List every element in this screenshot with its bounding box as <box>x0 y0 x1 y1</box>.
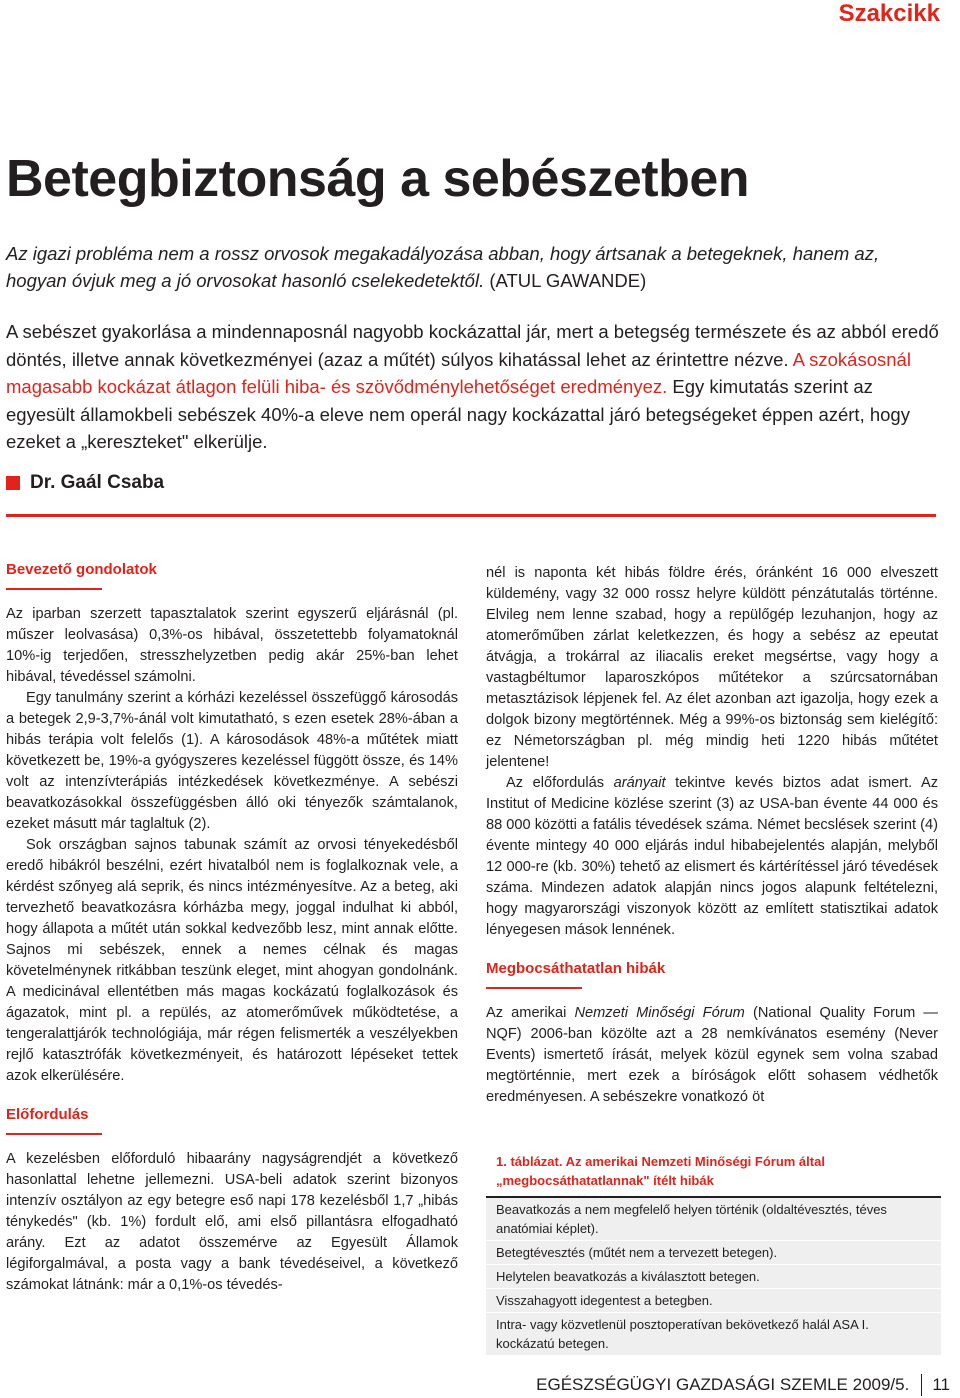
square-bullet-icon <box>6 476 20 490</box>
table-row: Beavatkozás a nem megfelelő helyen történik (oldaltévesztés, téves anatómiai képlet). <box>486 1196 941 1240</box>
journal-name: EGÉSZSÉGÜGYI GAZDASÁGI SZEMLE 2009/5. <box>536 1375 910 1394</box>
text: Az amerikai <box>486 1005 575 1021</box>
quote-text: Az igazi probléma nem a rossz orvosok megakadályozása abban, hogy ártsanak a betegeknek, hanem az, hogyan óvjuk meg a jó orvosokat hasonló cselekedetektől. <box>6 243 880 291</box>
lead-part-3: Egy kimutatás szerint az egyesült államokbeli sebészek 40%-a eleve nem operál nagy kockázattal járó betegségeket éppen azért, hogy ezeket a „kereszteket" elkerülje. <box>6 376 910 452</box>
column-right <box>486 563 938 1108</box>
paragraph: Az iparban szerzett tapasztalatok szerint egyszerű eljárásnál (pl. műszer leolvasása) 0,3%-os hibával, összetettebb folyamatoknál 10%-ig terjedően, stresszhelyzetben pedig akár 25%-ban lehet hibával, tévedéssel számolni. <box>6 606 458 685</box>
lead-part-1: A sebészet gyakorlása a mindennaposnál nagyobb kockázattal jár, mert a betegség természete és az abból eredő döntés, illetve annak következményei (azaz a műtét) súlyos kihatással lehet az érintettre nézve. <box>6 321 939 370</box>
lead-part-2: A szokásosnál magasabb kockázat átlagon felüli hiba- és szövődménylehetőséget eredményez. <box>6 348 911 397</box>
spacer <box>486 941 938 959</box>
author-name: Dr. Gaál Csaba <box>30 472 165 493</box>
header-divider <box>6 514 936 517</box>
epigraph-quote <box>6 240 936 294</box>
text: Az előfordulás <box>506 775 614 791</box>
text: tekintve kevés biztos adat ismert. Az Institut of Medicine közlése szerint (3) az USA-ban évente 44 000 és 88 000 közötti a fatális tévedések száma. Német becslések szerint (4) évente mintegy 40 000 eljárás indul hibabejelentés alapján, melyből 12 000-re (kb. 30%) tehető az elismert és kártérítéssel járó tévedések száma. Mindezen adatok alapján nincs jogos alapunk feltételezni, hogy magyarországi viszonyok között az említett statisztikai adatok lényegesen mások lennének. <box>486 775 938 938</box>
table-row: Betegtévesztés (műtét nem a tervezett betegen). <box>486 1240 941 1264</box>
table-row: Helytelen beavatkozás a kiválasztott betegen. <box>486 1264 941 1288</box>
emphasis: Nemzeti Minőségi Fórum <box>574 1005 745 1021</box>
page-number: 11 <box>932 1375 950 1394</box>
paragraph: Egy tanulmány szerint a kórházi kezeléssel összefüggő károsodás a betegek 2,9-3,7%-ánál volt kimutatható, s ezen esetek 28%-ában a hibás terápia volt felelős (1). A károsodások 48%-a műtétek miatt következett be, 19%-a gyógyszeres kezeléssel függött össze, és 14% volt az intenzívterápiás intézkedések következménye. A sebészi beavatkozásokkal összefüggésben álló oki tényezők számtalanok, ezeket másutt már taglaltuk (2). <box>6 690 458 832</box>
table-caption-line: 1. táblázat. Az amerikai Nemzeti Minőségi Fórum által <box>496 1154 825 1169</box>
paragraph: A kezelésben előforduló hibaarány nagyságrendjét a következő hasonlattal lehetne jellemezni. USA-beli adatok szerint bizonyos intenzív osztályon az egy betegre eső napi 178 kezelésből 1,7 „hibás ténykedés" (kb. 1%) fordult elő, ami első pillantásra elfogadható arány. Ezt az adatot összemérve az Egyesült Államok légiforgalmával, a posta vagy a bank tévedéseivel, a következő számokat látnánk: már a 0,1%-os tévedés- <box>6 1151 458 1293</box>
never-events-table <box>486 1152 941 1355</box>
heading-occurrence: Előfordulás <box>6 1106 89 1123</box>
emphasis: arányait <box>613 775 666 791</box>
spacer <box>6 1087 458 1105</box>
table-caption-line: „megbocsáthatatlannak" ítélt hibák <box>496 1173 714 1188</box>
author-line <box>6 471 164 495</box>
paragraph <box>486 773 938 941</box>
table-row: Visszahagyott idegentest a betegben. <box>486 1288 941 1312</box>
section-tag: Szakcikk <box>838 0 940 27</box>
heading-introduction: Bevezető gondolatok <box>6 561 157 578</box>
page-footer <box>536 1374 950 1396</box>
lead-paragraph <box>6 318 946 456</box>
quote-author: (ATUL GAWANDE) <box>489 270 647 291</box>
heading-underline <box>486 987 582 989</box>
paragraph: Sok országban sajnos tabunak számít az orvosi tényekedésből eredő hibákról beszélni, ezért hivatalból nem is foglalkoznak vele, a kérdést szőnyeg alá seprik, és nincs intézményesítve. Az a beteg, aki tervezhető beavatkozásra kórházba megy, joggal indulhat ki abból, hogy állapota a műtét után sokkal kedvezőbb lesz, mint annak előtte. Sajnos mi sebészek, ennek a nemes célnak és magas követelménynek ritkábban teszünk eleget, mint ahogyan gondolnánk. A medicinával ellentétben más magas kockázatú foglalkozások és ágazatok, mint pl. a repülés, az atomerőművek működtetése, a tengeralattjárók technológiája, már régen felismerték a veszélyekben rejlő katasztrófák következményeit, és határozott lépéseket tettek azok elkerülésére. <box>6 837 458 1084</box>
heading-underline <box>6 588 102 590</box>
heading-unforgivable-errors: Megbocsáthatatlan hibák <box>486 960 666 977</box>
table-row: Intra- vagy közvetlenül posztoperatívan bekövetkező halál ASA I. kockázatú betegen. <box>486 1312 941 1355</box>
paragraph <box>486 1003 938 1108</box>
text: (National Quality Forum — NQF) 2006-ban közölte azt a 28 nemkívánatos esemény (Never Events) ismertető írását, melyek közül egynek sem volna szabad megtörténnie, mert ezek a bíróságok előtt sohasem védhetők eredményesen. A sebészekre vonatkozó öt <box>486 1005 938 1105</box>
heading-underline <box>6 1133 102 1135</box>
footer-separator <box>921 1374 922 1396</box>
paragraph: nél is naponta két hibás földre érés, óránként 16 000 elveszett küldemény, vagy 32 000 rossz helyre küldött pénzátutalás történne. Elvileg nem lenne szabad, hogy a repülőgép lezuhanjon, hogy az atomerőműben zárlat keletkezzen, és hogy a sebész az epeutat átvágja, a trokárral az iliacalis ereket megsértse, vagy hogy a vastagbéltumor laparoszkópos műtétekor a szúrcsatornában metasztázisok lépjenek fel. Az élet azonban azt igazolja, hogy ezek a dolgok bizony megtörténnek. Még a 99%-os biztonság sem kielégítő: ez Németországban pl. még mindig heti 1220 hibás műtétet jelentene! <box>486 565 938 770</box>
table-caption <box>486 1152 941 1190</box>
article-title: Betegbiztonság a sebészetben <box>6 150 750 208</box>
column-left <box>6 560 458 1296</box>
